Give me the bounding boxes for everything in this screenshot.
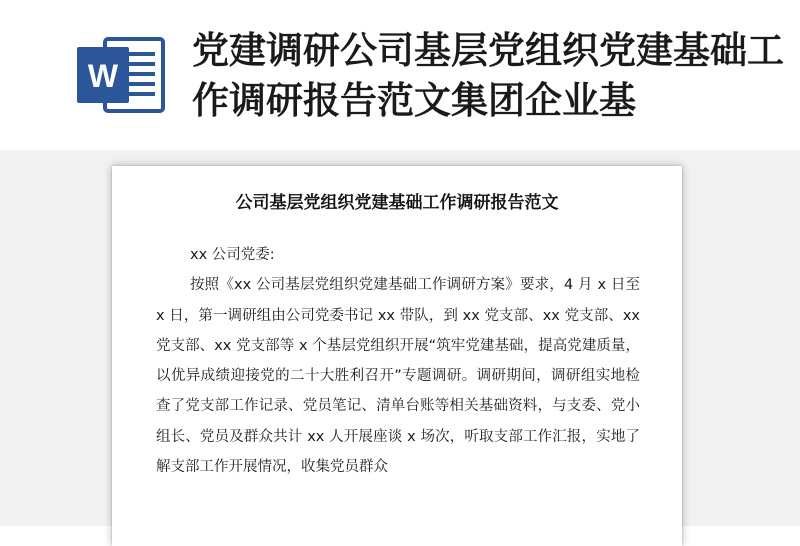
document-title: 公司基层党组织党建基础工作调研报告范文 [235, 193, 559, 213]
word-document-icon [75, 35, 167, 115]
banner-title: 党建调研公司基层党组织党建基础工作调研报告范文集团企业基 [192, 29, 784, 122]
document-paragraph: 按照《xx 公司基层党组织党建基础工作调研方案》要求，4 月 x 日至 x 日，第一调研组由公司党委书记 xx 带队，到 xx 党支部、xx 党支部、xx 党支部、xx 党支部等 x 个基层党组织开展“筑牢党建基础，提高党建质量，以优异成绩迎接党的二十大胜利召开”专题调研。调研期间，调研组实地检查了党支部工作记录、党员笔记、清单台账等相关基础资料，与支委、党小组长、党员及群众共计 xx 人开展座谈 x 场次，听取支部工作汇报，实地了解支部工作开展情况，收集党员群众 [156, 277, 640, 476]
document-page [112, 166, 682, 546]
document-body [156, 240, 640, 482]
word-icon-letter: W [87, 58, 119, 94]
header-banner [0, 0, 800, 150]
document-salutation: xx 公司党委: [190, 247, 275, 263]
